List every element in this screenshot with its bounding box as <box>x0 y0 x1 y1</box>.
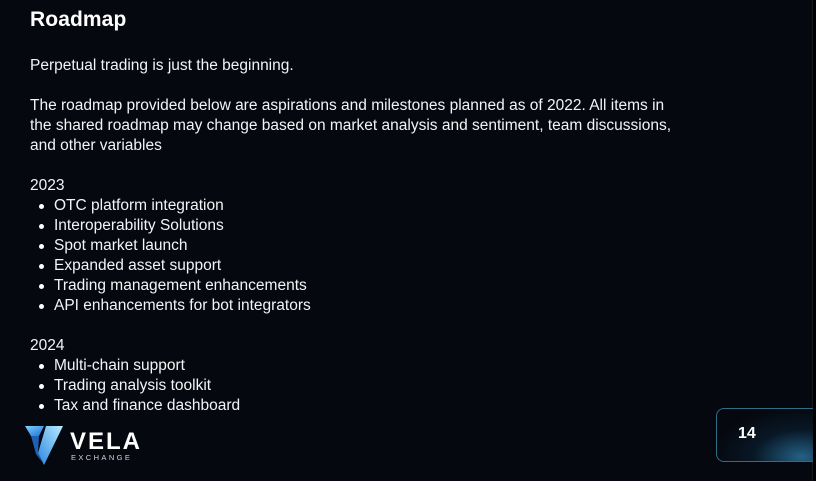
page-number: 14 <box>738 425 756 442</box>
spacer <box>30 76 750 96</box>
list-item: Trading analysis toolkit <box>30 376 750 396</box>
slide-content <box>30 56 750 416</box>
list-item: Spot market launch <box>30 236 750 256</box>
list-item: Expanded asset support <box>30 256 750 276</box>
roadmap-list-2024 <box>30 356 750 416</box>
logo-subtitle: EXCHANGE <box>71 453 133 462</box>
year-heading-2023: 2023 <box>30 177 65 194</box>
list-item: Multi-chain support <box>30 356 750 376</box>
logo-wordmark: VELA <box>70 428 143 455</box>
disclaimer-line-1: The roadmap provided below are aspirations and milestones planned as of 2022. All items in <box>30 97 665 114</box>
vela-v-logo-icon <box>24 424 64 468</box>
list-item: OTC platform integration <box>30 196 750 216</box>
slide-title: Roadmap <box>30 8 127 31</box>
roadmap-list-2023 <box>30 196 750 316</box>
disclaimer-line-3: and other variables <box>30 137 162 154</box>
page-number-badge <box>716 408 813 462</box>
spacer <box>30 156 750 176</box>
disclaimer-line-2: the shared roadmap may change based on market analysis and sentiment, team discussions, <box>30 117 672 134</box>
list-item: Interoperability Solutions <box>30 216 750 236</box>
list-item: Trading management enhancements <box>30 276 750 296</box>
year-heading-2024: 2024 <box>30 337 65 354</box>
vela-exchange-logo <box>24 424 148 468</box>
list-item: API enhancements for bot integrators <box>30 296 750 316</box>
spacer <box>30 316 750 336</box>
list-item: Tax and finance dashboard <box>30 396 750 416</box>
intro-text: Perpetual trading is just the beginning. <box>30 57 294 74</box>
